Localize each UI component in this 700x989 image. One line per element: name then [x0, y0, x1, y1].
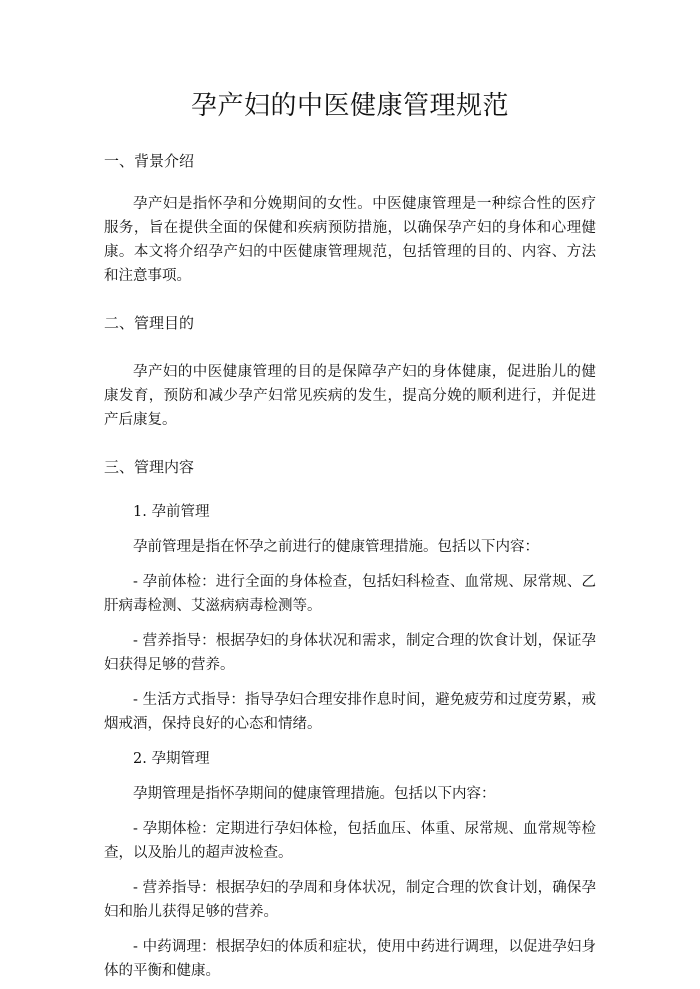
document-title: 孕产妇的中医健康管理规范: [190, 91, 509, 121]
pregnancy-intro: 孕期管理是指怀孕期间的健康管理措施。包括以下内容：: [133, 786, 496, 802]
section-heading-background: 一、背景介绍: [104, 152, 195, 170]
background-paragraph: 孕产妇是指怀孕和分娩期间的女性。中医健康管理是一种综合性的医疗服务，旨在提供全面的保健和疾病预防措施，以确保孕产妇的身体和心理健康。本文将介绍孕产妇的中医健康管理规范，包括管理的目的、内容、方法和注意事项。: [104, 196, 596, 284]
list-item: - 生活方式指导：指导孕妇合理安排作息时间，避免疲劳和过度劳累，戒烟戒酒，保持良好的心态和情绪。: [104, 692, 596, 732]
list-item: - 营养指导：根据孕妇的孕周和身体状况，制定合理的饮食计划，确保孕妇和胎儿获得足够的营养。: [104, 880, 596, 920]
subsection-heading-pregnancy: 2. 孕期管理: [133, 751, 210, 767]
section-heading-content: 三、管理内容: [104, 458, 195, 476]
list-item: - 中药调理：根据孕妇的体质和症状，使用中药进行调理，以促进孕妇身体的平衡和健康。: [104, 939, 596, 979]
list-item: - 孕前体检：进行全面的身体检查，包括妇科检查、血常规、尿常规、乙肝病毒检测、艾滋病病毒检测等。: [104, 574, 596, 614]
purpose-paragraph: 孕产妇的中医健康管理的目的是保障孕产妇的身体健康，促进胎儿的健康发育，预防和减少孕产妇常见疾病的发生，提高分娩的顺利进行，并促进产后康复。: [104, 364, 596, 428]
subsection-heading-prepregnancy: 1. 孕前管理: [133, 504, 210, 520]
section-heading-purpose: 二、管理目的: [104, 314, 195, 332]
list-item: - 营养指导：根据孕妇的身体状况和需求，制定合理的饮食计划，保证孕妇获得足够的营养。: [104, 633, 596, 673]
prepregnancy-intro: 孕前管理是指在怀孕之前进行的健康管理措施。包括以下内容：: [133, 539, 539, 555]
list-item: - 孕期体检：定期进行孕妇体检，包括血压、体重、尿常规、血常规等检查，以及胎儿的超声波检查。: [104, 821, 596, 861]
